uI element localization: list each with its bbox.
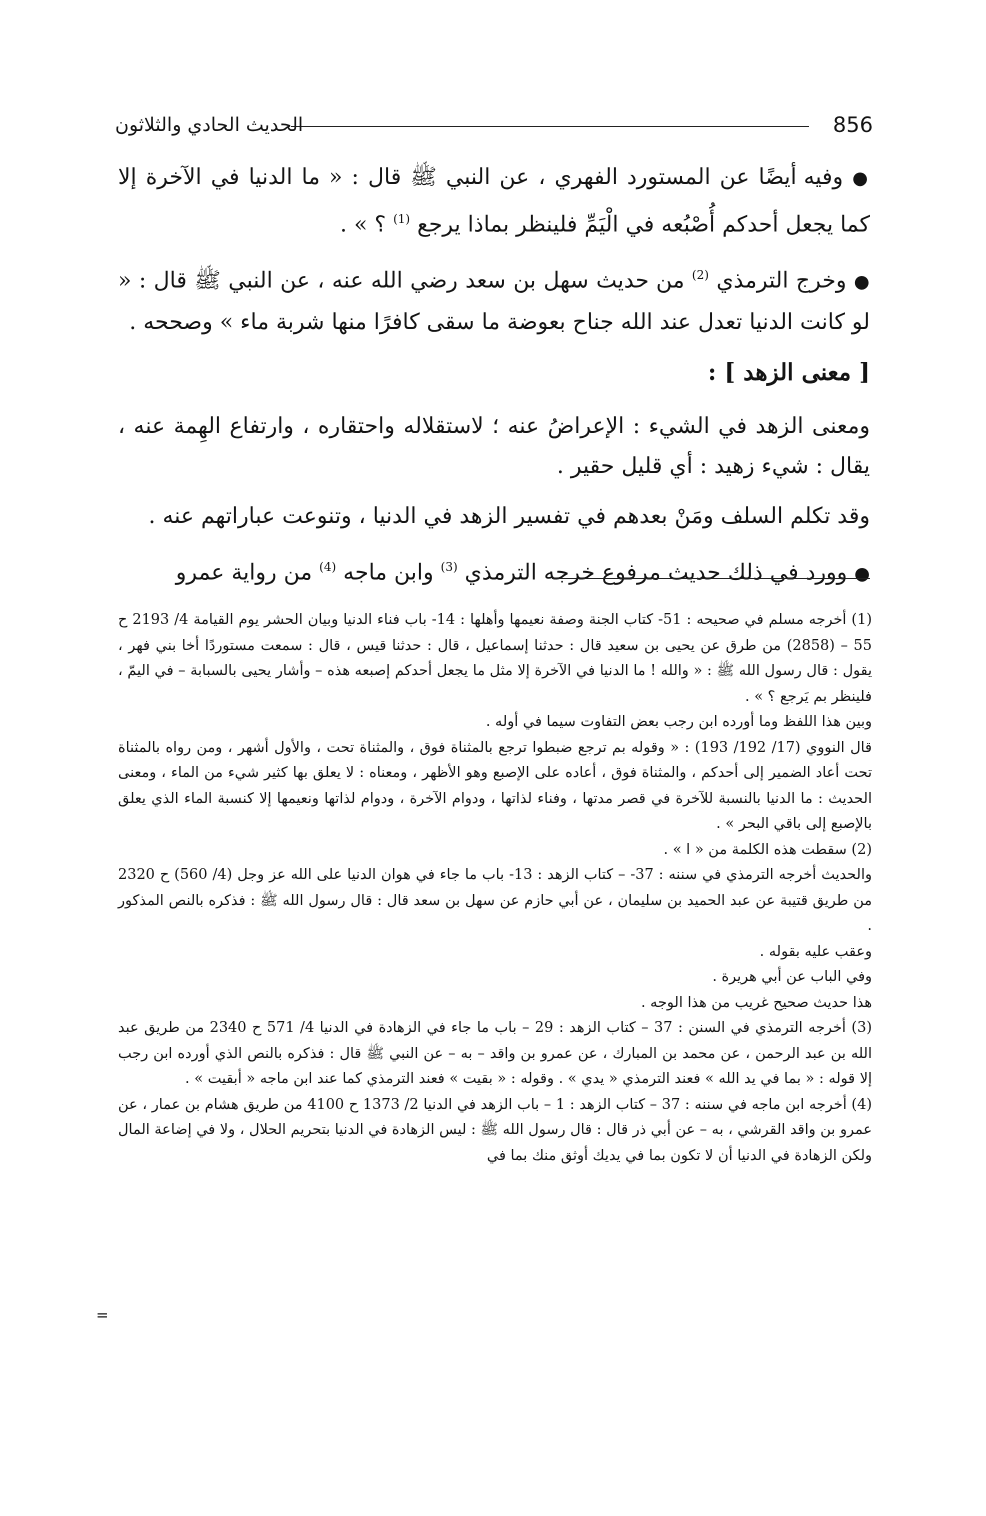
footnote-2-comment: وعقب عليه بقوله . [759,943,872,960]
running-title: الحديث الحادي والثلاثون [115,114,304,136]
footnote-1: (1) أخرجه مسلم في صحيحه : 51- كتاب الجنة وصفة نعيمها وأهلها : 14- باب فناء الدنيا وبيان الحشر يوم القيامة 4/ 2193 ح 55 – (2858) من طرق عن يحيى بن سعيد قال : حدثنا إسماعيل ، قال : حدثنا قيس ، قال : سمعت مستوردًا أخا بني فهر ، يقول : قال رسول الله ﷺ : « والله ! ما الدنيا في الآخرة إلا مثل ما يجعل أحدكم إصبعه هذه – وأشار يحيى بالسبابة – في اليمّ ، فلينظر بم يَرجع ؟ » . [118,612,872,705]
footnote-1-note: وبين هذا اللفظ وما أورده ابن رجب بعض التفاوت سيما في أوله . [485,714,872,730]
bullet-icon: ● [854,562,870,584]
section-heading: [ معنى الزهد ] : [707,358,870,386]
paragraph-text: من حديث سهل بن سعد رضي الله عنه ، عن النبي ﷺ قال : « لو كانت الدنيا تعدل عند الله جناح بعوضة ما سقى كافرًا منها شربة ماء » وصححه . [118,268,870,335]
footnote-ref: (2) [691,268,709,283]
footnote-2-grade: هذا حديث صحيح غريب من هذا الوجه . [640,994,872,1011]
paragraph-text: وفيه أيضًا عن المستورد الفهري ، عن النبي ﷺ قال : « ما الدنيا في الآخرة إلا كما يجعل أحدكم أُصْبُعه في الْيَمِّ فلينظر بماذا يرجع [118,165,870,238]
footnote-1-nawawi: قال النووي (17/ 192/ 193) : « وقوله بم ترجع ضبطوا ترجع بالمثناة فوق ، والمثناة تحت ، والأول أشهر ، ومن رواه بالمثناة تحت أعاد الضمير إلى أحدكم ، والمثناة فوق ، أعاده على الإصبع وهو الأظهر ، ومعناه : لا يعلق بها كثير شيء من الماء ، ومعنى الحديث : ما الدنيا بالنسبة للآخرة في قصر مدتها ، وفناء لذاتها ، ودوام الآخرة ، ودوام لذاتها ونعيمها إلا كنسبة الماء الذي يعلق بالإصبع إلى باقي البحر » . [118,739,872,832]
footnotes [118,608,872,1169]
footnote-2: (2) سقطت هذه الكلمة من « ا » . [663,841,872,858]
footnote-4: (4) أخرجه ابن ماجه في سننه : 37 – كتاب الزهد : 1 – باب الزهد في الدنيا 2/ 1373 ح 4100 من طريق هشام بن عمار ، عن عمرو بن واقد القرشي ، به – عن أبي ذر قال : قال رسول الله ﷺ : ليس الزهادة في الدنيا بتحريم الحلال ، ولا في إضاعة المال ولكن الزهادة في الدنيا أن لا تكون بما في يديك أوثق منك بما في [118,1096,872,1164]
paragraph-text: ؟ » . [339,212,387,238]
paragraph-tirmidhi [118,255,870,342]
page-number: 856 [832,113,873,137]
bullet-icon: ● [853,271,870,293]
main-text [118,158,870,604]
footnote-2-takhrij: والحديث أخرجه الترمذي في سننه : 37- – كتاب الزهد : 13- باب ما جاء في هوان الدنيا على الله عز وجل (4/ 560) ح 2320 من طريق قتيبة عن عبد الحميد بن سليمان ، عن أبي حازم عن سهل بن سعد قال : قال رسول الله ﷺ : فذكره بالنص المذكور . [118,867,872,934]
paragraph-text: وخرج الترمذي [716,268,847,294]
footnote-ref: (3) [440,559,458,574]
footnote-ref: (4) [319,559,337,574]
page-header [115,108,873,142]
footnote-ref: (1) [393,212,411,226]
footnote-separator [552,578,870,579]
paragraph-marfu [118,547,870,594]
footnote-3: (3) أخرجه الترمذي في السنن : 37 – كتاب الزهد : 29 – باب ما جاء في الزهادة في الدنيا 4/ 571 ح 2340 من طريق عبد الله بن عبد الرحمن ، عن محمد بن المبارك ، عن عمرو بن واقد – به – عن النبي ﷺ قال : فذكره بالنص الذي أورده ابن رجب إلا قوله : « بما في يد الله » فعند الترمذي « يدي » . وقوله : « بقيت » فعند الترمذي كما عند ابن ماجه « أبقيت » . [118,1020,872,1087]
paragraph-text: وابن ماجه [343,559,434,585]
paragraph-text: وورد في ذلك حديث مرفوع خرجه الترمذي [464,559,848,585]
bullet-icon: ● [852,168,870,189]
header-rule [291,126,809,127]
continuation-mark: = [96,1306,109,1324]
paragraph-text: من رواية عمرو [175,559,313,585]
paragraph-mustawrid [118,158,870,245]
paragraph-zuhd-meaning: ومعنى الزهد في الشيء : الإعراضُ عنه ؛ لاستقلاله واحتقاره ، وارتفاع الهِمة عنه ، يقال : شيء زهيد : أي قليل حقير . [118,413,870,479]
paragraph-salaf: وقد تكلم السلف ومَنْ بعدهم في تفسير الزهد في الدنيا ، وتنوعت عباراتهم عنه . [148,503,870,529]
footnote-2-bab: وفي الباب عن أبي هريرة . [712,969,872,985]
